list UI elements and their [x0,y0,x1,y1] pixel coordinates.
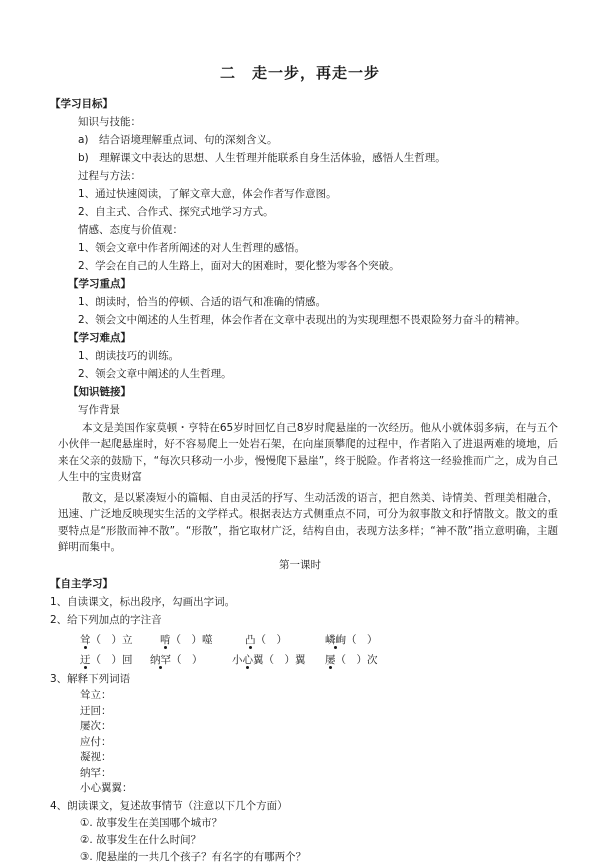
emotion-label: 情感、态度与价值观： [78,224,183,236]
key-points-heading: 【学习重点】 [68,278,131,290]
dotted-char: 嶙峋 [325,634,346,646]
dotted-char: 纳罕 [150,654,171,666]
pinyin-blank: （ ） [171,654,203,666]
knowledge-item: b) 理解课文中表达的思想、人生哲理并能联系自身生活体验，感悟人生哲理。 [78,152,446,164]
question-item: ②. 故事发生在什么时间？ [80,833,202,846]
pinyin-item [160,633,213,648]
term-line: 小心翼翼： [80,782,133,794]
self-study-heading: 【自主学习】 [50,578,113,590]
pinyin-blank: （ ）回 [90,654,133,666]
pinyin-item [245,633,287,648]
background-paragraph: 本文是美国作家莫顿・亨特在65岁时回忆自己8岁时爬悬崖的一次经历。他从小就体弱多病，在与五个小伙伴一起爬悬崖时，好不容易爬上一处岩石架，在向崖顶攀爬的过程中，作者陷入了进退两难的境地，后来在父亲的鼓励下，“每次只移动一小步，慢慢爬下悬崖”，终于脱险。作者将这一经验推而广之，成为自己人生中的宝贵财富 [58,422,558,484]
pinyin-item [325,633,378,648]
dotted-char: 小心翼 [232,654,264,666]
dotted-char: 耸 [80,634,91,646]
emotion-item: 1、领会文章中作者所阐述的对人生哲理的感悟。 [78,242,306,254]
difficulties-heading: 【学习难点】 [68,332,131,344]
term-line: 耸立： [80,689,112,701]
self-study-item: 3、解释下列词语 [50,673,131,685]
self-study-item: 2、给下列加点的字注音 [50,614,162,626]
knowledge-link-heading: 【知识链接】 [68,386,131,398]
key-point-item: 1、朗读时，恰当的停顿、合适的语气和准确的情感。 [78,296,327,308]
term-line: 纳罕： [80,766,112,779]
pinyin-blank: （ ） [346,634,378,646]
dotted-char: 迂 [80,654,91,666]
pinyin-blank: （ ）次 [335,654,378,666]
background-subheading: 写作背景 [78,404,120,416]
term-line: 应付： [80,735,112,748]
pinyin-blank: （ ）立 [90,634,133,646]
pinyin-item [150,653,203,668]
pinyin-item [80,633,133,648]
process-label: 过程与方法： [78,170,141,182]
term-line: 凝视： [80,751,112,763]
pinyin-blank: （ ） [255,634,287,646]
prose-paragraph: 散文，是以紧凑短小的篇幅、自由灵活的抒写、生动活泼的语言，把自然美、诗情美、哲理美相融合，迅速、广泛地反映现实生活的文学样式。根据表达方式侧重点不同，可分为叙事散文和抒情散文。散文的重要特点是“形散而神不散”。“形散”，指它取材广泛，结构自由，表现方法多样；“神不散”指立意明确，主题鲜明而集中。 [58,492,558,554]
term-line: 屡次： [80,720,112,732]
lesson-heading: 第一课时 [279,559,321,571]
pinyin-item [325,653,378,668]
emotion-item: 2、学会在自己的人生路上，面对大的困难时，要化整为零各个突破。 [78,260,400,272]
pinyin-item [232,653,306,668]
objectives-heading: 【学习目标】 [50,98,113,110]
pinyin-item [80,653,133,668]
difficulty-item: 1、朗读技巧的训练。 [78,350,180,362]
dotted-char: 凸 [245,634,256,646]
self-study-item: 1、自读课文，标出段序，勾画出字词。 [50,596,236,608]
question-item: ③. 爬悬崖的一共几个孩子？有名字的有哪两个？ [80,850,307,863]
pinyin-blank: （ ）翼 [263,654,306,666]
process-item: 2、自主式、合作式、探究式地学习方式。 [78,206,274,218]
question-item: ①. 故事发生在美国哪个城市？ [80,816,223,829]
difficulty-item: 2、领会文章中阐述的人生哲理。 [78,368,232,380]
term-line: 迂回： [80,704,112,717]
dotted-char: 屡 [325,654,336,666]
process-item: 1、通过快速阅读，了解文章大意，体会作者写作意图。 [78,188,337,200]
key-point-item: 2、领会文中阐述的人生哲理，体会作者在文章中表现出的为实现理想不畏艰险努力奋斗的精神。 [78,314,526,326]
knowledge-label: 知识与技能： [78,116,141,128]
knowledge-item: a) 结合语境理解重点词、句的深刻含义。 [78,134,278,146]
self-study-item: 4、朗读课文，复述故事情节（注意以下几个方面） [50,799,288,812]
page-title: 二 走一步，再走一步 [219,64,380,82]
dotted-char: 啃 [160,634,171,646]
pinyin-blank: （ ）噬 [170,634,213,646]
